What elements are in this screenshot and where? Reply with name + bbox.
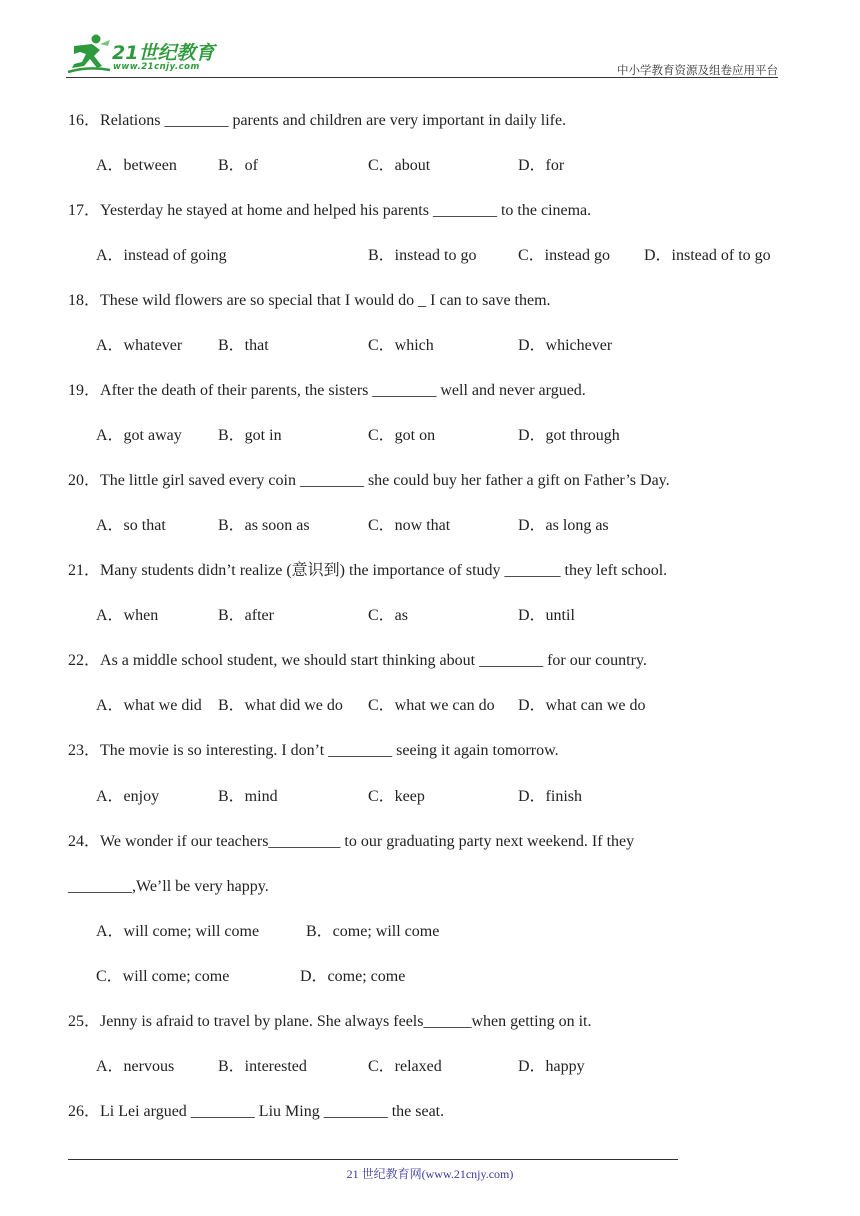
- question-number: 22．: [68, 652, 101, 669]
- option-22-d: D．what can we do: [518, 697, 646, 714]
- option-20-c: C．now that: [368, 517, 451, 534]
- option-25-d: D．happy: [518, 1058, 585, 1075]
- question-text: The movie is so interesting. I don’t ________ seeing it again tomorrow.: [100, 742, 559, 759]
- option-21-a: A．when: [96, 607, 159, 624]
- question-17: [68, 201, 591, 221]
- option-20-d: D．as long as: [518, 517, 609, 534]
- option-24-c: C．will come; come: [96, 968, 230, 985]
- question-25: [68, 1012, 591, 1032]
- option-22-c: C．what we can do: [368, 697, 495, 714]
- question-number: 24．: [68, 833, 101, 850]
- option-22-b: B．what did we do: [218, 697, 343, 714]
- question-text: Many students didn’t realize (意识到) the importance of study _______ they left school.: [100, 562, 668, 579]
- question-20: [68, 471, 670, 491]
- question-number: 23．: [68, 742, 101, 759]
- option-23-d: D．finish: [518, 788, 583, 805]
- question-21: [68, 561, 667, 581]
- logo: [66, 32, 236, 76]
- question-text: Li Lei argued ________ Liu Ming ________ the seat.: [100, 1103, 445, 1120]
- header-divider: [66, 77, 778, 78]
- option-17-b: B．instead to go: [368, 247, 477, 264]
- option-24-d: D．come; come: [300, 968, 406, 985]
- footer-divider: [68, 1159, 678, 1160]
- option-19-c: C．got on: [368, 427, 436, 444]
- question-26: [68, 1102, 444, 1122]
- option-24-a: A．will come; will come: [96, 923, 260, 940]
- option-16-a: A．between: [96, 157, 177, 174]
- option-18-c: C．which: [368, 337, 434, 354]
- option-21-c: C．as: [368, 607, 409, 624]
- question-23: [68, 741, 559, 761]
- question-16: [68, 111, 566, 131]
- option-16-b: B．of: [218, 157, 259, 174]
- question-number: 20．: [68, 472, 101, 489]
- option-16-d: D．for: [518, 157, 565, 174]
- page-header: [66, 32, 778, 78]
- question-text: As a middle school student, we should start thinking about ________ for our country.: [100, 652, 647, 669]
- question-number: 21．: [68, 562, 101, 579]
- logo-title: 21世纪教育: [112, 42, 215, 64]
- option-18-a: A．whatever: [96, 337, 183, 354]
- question-18: [68, 291, 551, 311]
- question-number: 26．: [68, 1103, 101, 1120]
- question-number: 19．: [68, 382, 101, 399]
- runner-logo-icon: [66, 32, 112, 76]
- option-24-b: B．come; will come: [306, 923, 440, 940]
- logo-url: www.21cnjy.com: [113, 62, 200, 72]
- option-19-b: B．got in: [218, 427, 282, 444]
- option-17-a: A．instead of going: [96, 247, 227, 264]
- option-25-a: A．nervous: [96, 1058, 175, 1075]
- question-text: Jenny is afraid to travel by plane. She always feels______when getting on it.: [100, 1013, 592, 1030]
- option-23-c: C．keep: [368, 788, 425, 805]
- option-19-a: A．got away: [96, 427, 182, 444]
- option-25-b: B．interested: [218, 1058, 307, 1075]
- question-text: We wonder if our teachers_________ to our graduating party next weekend. If they: [100, 833, 635, 850]
- option-18-b: B．that: [218, 337, 269, 354]
- question-number: 18．: [68, 292, 101, 309]
- option-20-a: A．so that: [96, 517, 166, 534]
- option-19-d: D．got through: [518, 427, 620, 444]
- question-number: 25．: [68, 1013, 101, 1030]
- option-23-b: B．mind: [218, 788, 278, 805]
- question-24: [68, 832, 634, 852]
- option-16-c: C．about: [368, 157, 431, 174]
- question-number: 17．: [68, 202, 101, 219]
- question-text: After the death of their parents, the sisters ________ well and never argued.: [100, 382, 586, 399]
- platform-name: 中小学教育资源及组卷应用平台: [617, 63, 778, 77]
- option-20-b: B．as soon as: [218, 517, 310, 534]
- option-17-c: C．instead go: [518, 247, 610, 264]
- option-25-c: C．relaxed: [368, 1058, 442, 1075]
- option-22-a: A．what we did: [96, 697, 202, 714]
- option-21-b: B．after: [218, 607, 274, 624]
- question-22: [68, 651, 647, 671]
- question-number: 16．: [68, 112, 101, 129]
- option-23-a: A．enjoy: [96, 788, 160, 805]
- option-18-d: D．whichever: [518, 337, 613, 354]
- question-text: Yesterday he stayed at home and helped his parents ________ to the cinema.: [100, 202, 592, 219]
- question-text: The little girl saved every coin ________ she could buy her father a gift on Father’s Day.: [100, 472, 670, 489]
- option-17-d: D．instead of to go: [644, 247, 771, 264]
- question-24-continuation: ________,We’ll be very happy.: [68, 878, 269, 895]
- question-text: These wild flowers are so special that I would do _ I can to save them.: [100, 292, 551, 309]
- footer-text: 21 世纪教育网(www.21cnjy.com): [346, 1167, 514, 1181]
- question-text: Relations ________ parents and children are very important in daily life.: [100, 112, 567, 129]
- question-19: [68, 381, 586, 401]
- option-21-d: D．until: [518, 607, 575, 624]
